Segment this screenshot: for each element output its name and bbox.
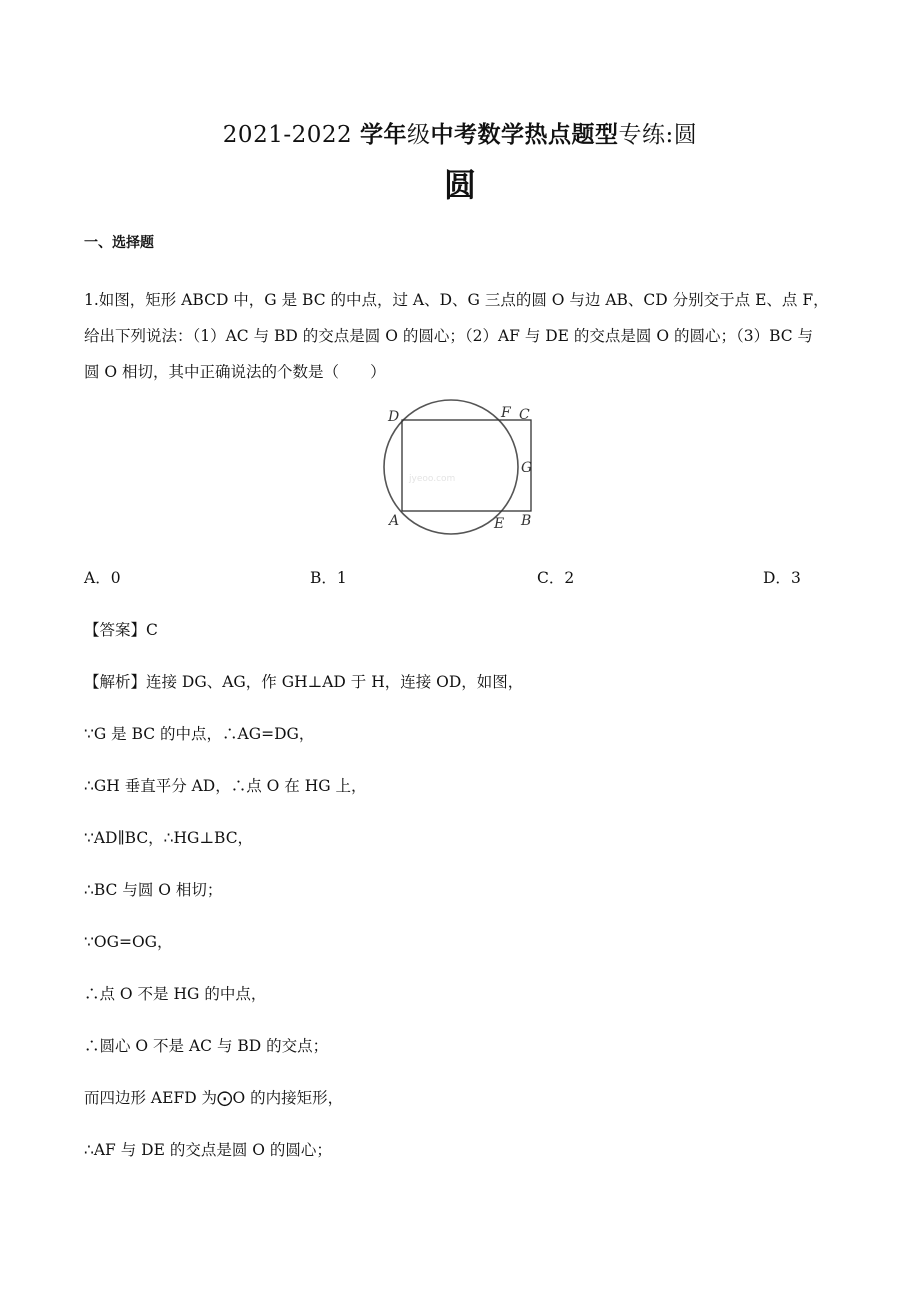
analysis-line: ∴圆心 O 不是 AC 与 BD 的交点； (84, 1037, 329, 1055)
label-c: C (519, 407, 530, 423)
question-line: 给出下列说法：（1）AC 与 BD 的交点是圆 O 的圆心；（2）AF 与 DE 的交点是圆 O 的圆心；（3）BC 与 (84, 327, 814, 345)
title-segment-ji: 级 (406, 122, 431, 148)
question-line: 圆 O 相切，其中正确说法的个数是（ ） (84, 363, 386, 381)
analysis-line: 而四边形 AEFD 为⨀O 的内接矩形， (84, 1089, 344, 1107)
label-b: B (521, 513, 532, 529)
option-value: 2 (564, 569, 575, 587)
option-letter: C． (537, 569, 565, 587)
analysis-line: ∵OG=OG， (84, 933, 173, 951)
label-f: F (501, 405, 511, 421)
analysis-line: ∴点 O 不是 HG 的中点， (84, 985, 267, 1003)
option-c (537, 566, 574, 588)
question-1 (84, 282, 844, 390)
option-value: 3 (790, 569, 801, 587)
page-subtitle: 圆 (443, 166, 476, 204)
label-e: E (494, 516, 505, 532)
analysis-line: ∴AF 与 DE 的交点是圆 O 的圆心； (84, 1141, 332, 1159)
title-segment-topic: 中考数学热点题型 (430, 121, 619, 148)
geometry-figure (375, 395, 545, 540)
option-a (84, 566, 121, 588)
rectangle-abcd (402, 420, 531, 511)
option-value: 0 (110, 569, 121, 587)
label-g: G (521, 460, 533, 476)
title-segment-practice: 专练:圆 (618, 122, 698, 148)
page-title (0, 116, 920, 149)
watermark-text: jyeoo.com (409, 474, 456, 484)
label-a: A (389, 513, 400, 529)
option-letter: A． (84, 569, 111, 587)
section-heading: 一、选择题 (84, 235, 154, 251)
option-letter: D． (763, 569, 791, 587)
question-line: 1.如图，矩形 ABCD 中，G 是 BC 的中点，过 A、D、G 三点的圆 O 与边 AB、CD 分别交于点 E、点 F， (84, 291, 829, 309)
title-segment-xuenian: 学年 (359, 121, 407, 148)
analysis-line: ∴BC 与圆 O 相切； (84, 881, 223, 899)
analysis-line: ∵G 是 BC 的中点，∴AG=DG， (84, 725, 315, 743)
option-d (763, 566, 801, 588)
option-letter: B． (310, 569, 337, 587)
title-year: 2021-2022 (222, 122, 360, 148)
analysis-line: ∴GH 垂直平分 AD，∴点 O 在 HG 上， (84, 777, 367, 795)
option-b (310, 566, 347, 588)
analysis-line: ∵AD∥BC，∴HG⊥BC， (84, 829, 254, 847)
analysis-line: 【解析】连接 DG、AG，作 GH⊥AD 于 H，连接 OD，如图， (84, 673, 524, 691)
option-value: 1 (336, 569, 347, 587)
label-d: D (388, 409, 400, 425)
answer-line: 【答案】C (84, 621, 158, 639)
